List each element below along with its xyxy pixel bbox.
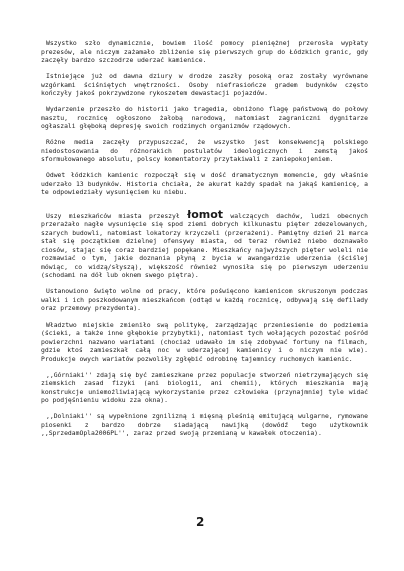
paragraph: Wydarzenie przeszło do historii jako tragedia, obniżono flagę państwową do połowy masztu, rocznicę ogłoszono żałobą narodową, natomiast zagraniczni dygnitarze ogłaszali głęboką depresję swoich rodzimych organizmów rządowych. — [41, 105, 368, 131]
paragraph: Ustanowiono święto wolne od pracy, które poświęcono kamienicom skruszonym podczas walki i ich poszkodowanym mieszkańcom (odtąd w każdą rocznicę, odbywają się defilady oraz przemowy prezydenta). — [41, 287, 368, 313]
page-number: 2 — [196, 515, 205, 529]
paragraph-uszy — [41, 207, 368, 280]
paragraph: Istniejące już od dawna dziury w drodze zaszły posoką oraz zostały wyrównane wzgórkami ściśniętych wnętrzności. Osoby niefrasiończe gradem budynków często kończyły jakoś pokrzywdzone rykoszetem dewastacji pojazdów. — [41, 72, 368, 98]
paragraph: Różne media zaczęły przypuszczać, że wszystko jest konsekwencją polskiego niedostosowania do różnorakich postulatów ideologicznych i zemstą jakoś sformułowanego absolutu, polscy komentatorzy przytakiwali z zaniepokojeniem. — [41, 138, 368, 164]
paragraph: ,,Górniaki'' zdają się być zamieszkane przez populacje stworzeń nietrzymających się ziemskich zasad fizyki (ani biologii, ani chemii), których mieszkania mają konstrukcje uniemożliwiającą wykorzystanie przez człowieka (przynajmniej tyle widać po podjęśnieniu widoku zza okna). — [41, 370, 368, 405]
paragraph: Władztwo miejskie zmieniło swą politykę, zarządzając przeniesienie do podziemia (ścieki, a także inne głębokie przybytki), natomiast tych wołających pozostać pośród powierzchni nazwano wariatami (chociaż udawało im się zdobywać fortuny na filmach, gdzie ktoś zamieszkał całą noc w uderzającej kamienicy i o niczym nie wie). Produkcje owych wariatów pozwoliły zgłębić odrobinę tajemnicy ruchomych kamienic. — [41, 320, 368, 363]
paragraph: ,,Dolniaki'' są wypełnione zgnilizną i mięsną pleśnią emitującą wulgarne, rymowane piosenki z bardzo dobrze siadającą nawijką (dowódź tego użytkownik ,,SprzedamOpla2006PL'', zaraz przed swoją przemianą w kawałek otoczenia). — [41, 412, 368, 438]
paragraph-text-before: Uszy mieszkańców miasta przeszył — [46, 211, 188, 220]
paragraph: Odwet łódzkich kamienic rozpoczął się w dość dramatycznym momencie, gdy właśnie uderzało 13 budynków. Historia chciała, że akurat każdy spadał na jakąś kamienicę, a te odpowiedziały wysunięciem ku niebu. — [41, 171, 368, 197]
paragraph: Wszystko szło dynamicznie, bowiem ilość pomocy pieniężnej przerosła wypłaty prezesów, ale niczym zażamało zbliżenie się pierwszych grup do Łódzkich granic, gdy zaczęły bardzo szczodrze uderzać kamienice. — [41, 39, 368, 64]
paragraph-text-after: walczących dachów, ludzi obecnych przerażało nagłe wysunięcie się spod ziemi dobrych kilkunastu pięter zdezelowanych, szarych budowli, natomiast lokatorzy krzyczeli (przerażeni). Pamiętny dzień 21 marca stał się początkiem dzielnej ofensywy miasta, od teraz również niebo doznawało ciosów, stając się coraz bardziej popękane. Mieszkańcy najwyższych pięter woleli nie rozmawiać o tym, jakie doznania płyną z bycia w awangardzie uderzenia (ściślej mówiąc, co widzą/słyszą), większość również wynosiła się po pierwszym uderzeniu (schodami na dół lub oknem swego piętra). — [41, 211, 368, 280]
body-text — [41, 39, 368, 445]
emphasized-word: łomot — [187, 207, 224, 221]
